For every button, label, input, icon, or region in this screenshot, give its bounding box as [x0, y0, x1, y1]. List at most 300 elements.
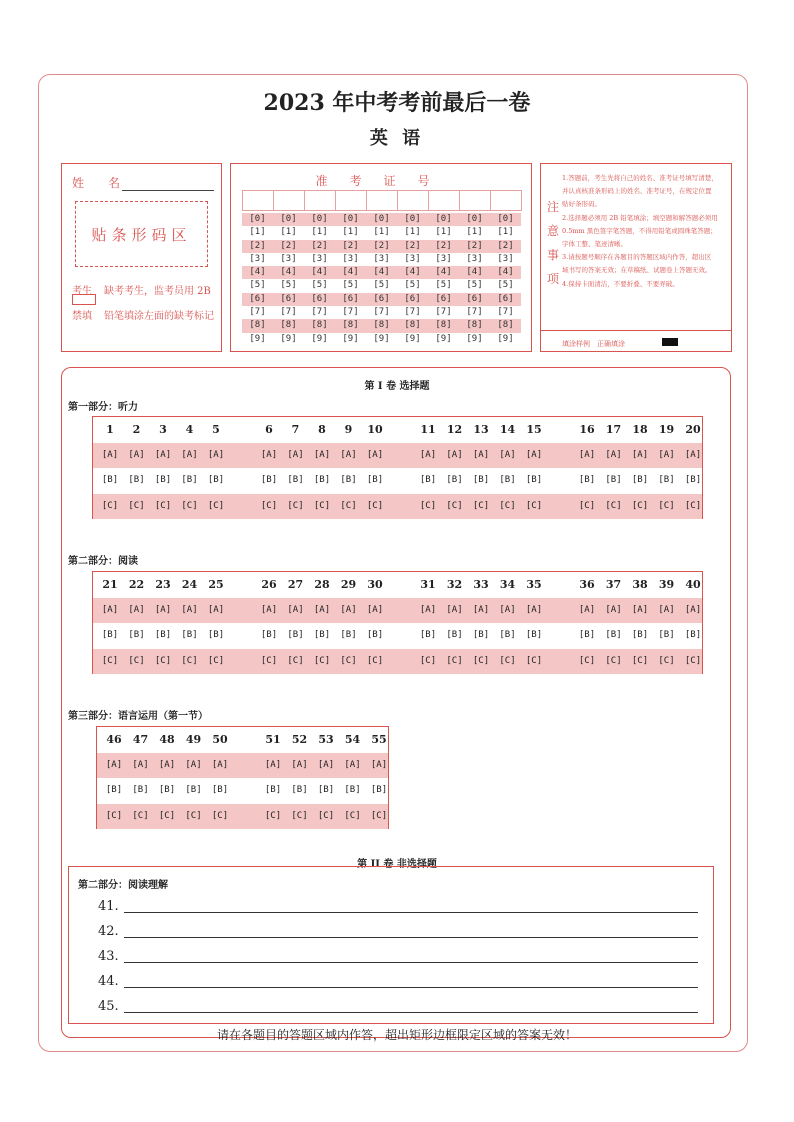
option-bubble[interactable]: [C] — [101, 500, 119, 511]
option-row — [93, 443, 702, 469]
exam-digit-bubble[interactable]: [5] — [342, 280, 359, 291]
answer-line-number: 44. — [98, 974, 119, 989]
option-bubble[interactable]: [A] — [291, 759, 308, 770]
option-bubble[interactable]: [A] — [128, 604, 145, 615]
question-number: 40 — [685, 578, 701, 591]
option-bubble[interactable]: [B] — [631, 630, 649, 640]
option-bubble[interactable]: [A] — [525, 604, 543, 615]
option-bubble[interactable]: [A] — [446, 604, 463, 615]
option-bubble[interactable]: [C] — [525, 655, 543, 666]
option-bubble[interactable]: [B] — [101, 630, 119, 640]
option-bubble[interactable]: [B] — [291, 785, 308, 795]
exam-digit-bubble[interactable]: [1] — [311, 227, 328, 238]
question-number: 13 — [473, 423, 489, 436]
option-bubble[interactable]: [B] — [684, 630, 702, 640]
option-bubble[interactable]: [A] — [287, 449, 304, 460]
option-bubble[interactable]: [A] — [105, 759, 123, 770]
option-bubble[interactable]: [B] — [472, 475, 490, 485]
exam-digit-bubble[interactable]: [2] — [435, 240, 452, 251]
exam-digit-bubble[interactable]: [6] — [311, 293, 328, 304]
option-bubble[interactable]: [C] — [264, 810, 282, 821]
exam-digit-bubble[interactable]: [0] — [466, 214, 483, 224]
option-bubble[interactable]: [A] — [605, 604, 622, 615]
exam-digit-bubble[interactable]: [5] — [404, 280, 421, 291]
option-bubble[interactable]: [A] — [472, 604, 490, 615]
option-bubble[interactable]: [A] — [366, 604, 384, 615]
option-bubble[interactable]: [B] — [499, 630, 516, 640]
option-bubble[interactable]: [B] — [317, 785, 335, 795]
exam-digit-cell[interactable] — [491, 191, 522, 211]
notes-line: 字体工整、笔迹清晰。 — [562, 240, 627, 249]
option-bubble[interactable]: [B] — [340, 475, 357, 485]
option-bubble[interactable]: [C] — [578, 500, 596, 511]
exam-digit-cell[interactable] — [429, 191, 460, 211]
exam-digit-bubble[interactable]: [7] — [435, 307, 452, 318]
option-bubble[interactable]: [B] — [101, 475, 119, 485]
exam-digit-bubble[interactable]: [1] — [280, 227, 297, 238]
option-bubble[interactable]: [A] — [366, 449, 384, 460]
exam-digit-bubble[interactable]: [2] — [342, 240, 359, 251]
exam-digit-cell[interactable] — [305, 191, 336, 211]
exam-digit-bubble[interactable]: [7] — [249, 307, 266, 318]
option-bubble[interactable]: [A] — [631, 449, 649, 460]
option-bubble[interactable]: [C] — [684, 655, 702, 666]
exam-digit-bubble[interactable]: [9] — [404, 333, 421, 344]
option-bubble[interactable]: [B] — [631, 475, 649, 485]
exam-digit-cell[interactable] — [460, 191, 491, 211]
exam-digit-bubble[interactable]: [4] — [497, 267, 514, 278]
option-bubble[interactable]: [C] — [132, 810, 149, 821]
option-bubble[interactable]: [A] — [154, 449, 172, 460]
option-bubble[interactable]: [A] — [419, 604, 437, 615]
option-bubble[interactable]: [B] — [207, 630, 225, 640]
answer-line-43[interactable] — [98, 949, 119, 964]
exam-digit-bubble[interactable]: [4] — [466, 267, 483, 278]
exam-digit-bubble[interactable]: [2] — [373, 240, 390, 251]
option-bubble[interactable]: [B] — [211, 785, 229, 795]
option-bubble[interactable]: [B] — [578, 630, 596, 640]
option-bubble[interactable]: [A] — [181, 604, 198, 615]
option-bubble[interactable]: [B] — [472, 630, 490, 640]
option-bubble[interactable]: [C] — [181, 500, 198, 511]
exam-digit-bubble[interactable]: [5] — [311, 280, 328, 291]
option-bubble[interactable]: [A] — [578, 604, 596, 615]
option-bubble[interactable]: [B] — [260, 475, 278, 485]
option-row — [93, 468, 702, 494]
option-bubble[interactable]: [B] — [525, 630, 543, 640]
question-number: 53 — [318, 733, 334, 746]
exam-digit-cell[interactable] — [243, 191, 274, 211]
exam-digit-bubble[interactable]: [9] — [435, 333, 452, 344]
option-bubble[interactable]: [B] — [181, 475, 198, 485]
answer-line-41[interactable] — [98, 899, 119, 914]
notes-line: 并认真核准条形码上的姓名、准考证号，在规定位置 — [562, 187, 712, 196]
option-bubble[interactable]: [A] — [207, 604, 225, 615]
option-bubble[interactable]: [B] — [446, 475, 463, 485]
exam-digit-bubble[interactable]: [2] — [466, 240, 483, 251]
option-bubble[interactable]: [A] — [499, 449, 516, 460]
notes-line: 1.答题前，考生先将自己的姓名、准考证号填写清楚， — [562, 174, 718, 182]
option-bubble[interactable]: [C] — [317, 810, 335, 821]
option-bubble[interactable]: [A] — [154, 604, 172, 615]
option-bubble[interactable]: [A] — [287, 604, 304, 615]
option-bubble[interactable]: [B] — [605, 475, 622, 485]
exam-digit-bubble[interactable]: [5] — [435, 280, 452, 291]
option-bubble[interactable]: [C] — [313, 500, 331, 511]
option-bubble[interactable]: [B] — [154, 475, 172, 485]
option-bubble[interactable]: [B] — [658, 475, 675, 485]
option-bubble[interactable]: [C] — [446, 500, 463, 511]
exam-digit-bubble[interactable]: [4] — [404, 267, 421, 278]
exam-digit-bubble[interactable]: [5] — [280, 280, 297, 291]
exam-digit-bubble[interactable]: [4] — [280, 267, 297, 278]
question-number: 32 — [446, 578, 463, 591]
question-number: 35 — [526, 578, 542, 591]
exam-digit-bubble[interactable]: [8] — [373, 320, 390, 331]
option-bubble[interactable]: [B] — [340, 630, 357, 640]
option-bubble[interactable]: [A] — [101, 449, 119, 460]
exam-digit-bubble[interactable]: [3] — [466, 253, 483, 264]
option-bubble[interactable]: [A] — [313, 604, 331, 615]
answer-rule — [124, 912, 698, 913]
option-bubble[interactable]: [A] — [658, 449, 675, 460]
question-number: 15 — [526, 423, 542, 436]
option-bubble[interactable]: [B] — [499, 475, 516, 485]
option-bubble[interactable]: [C] — [181, 655, 198, 666]
answer-line-44[interactable] — [98, 974, 119, 989]
option-bubble[interactable]: [A] — [499, 604, 516, 615]
question-number: 9 — [344, 423, 353, 436]
exam-digit-bubble[interactable]: [2] — [497, 240, 514, 251]
exam-digit-bubble[interactable]: [0] — [373, 214, 390, 224]
exam-digit-bubble[interactable]: [9] — [342, 333, 359, 344]
exam-digit-bubble[interactable]: [3] — [249, 253, 266, 264]
option-bubble[interactable]: [C] — [366, 500, 384, 511]
exam-digit-bubble[interactable]: [5] — [249, 280, 266, 291]
exam-digit-bubble[interactable]: [8] — [466, 320, 483, 331]
option-bubble[interactable]: [B] — [684, 475, 702, 485]
option-bubble[interactable]: [B] — [260, 630, 278, 640]
answer-rule — [124, 962, 698, 963]
exam-digit-bubble[interactable]: [1] — [404, 227, 421, 238]
notes-line: 0.5mm 黑色签字笔答题，不得用铅笔或圆珠笔答题； — [562, 226, 717, 235]
exam-digit-bubbles[interactable] — [242, 213, 521, 346]
option-bubble[interactable]: [C] — [370, 810, 388, 821]
option-bubble[interactable]: [C] — [525, 500, 543, 511]
option-bubble[interactable]: [B] — [605, 630, 622, 640]
option-bubble[interactable]: [C] — [313, 655, 331, 666]
option-bubble[interactable]: [C] — [684, 500, 702, 511]
option-bubble[interactable]: [C] — [419, 500, 437, 511]
exam-digit-bubble[interactable]: [4] — [373, 267, 390, 278]
exam-digit-cell[interactable] — [367, 191, 398, 211]
exam-digit-cell[interactable] — [398, 191, 429, 211]
option-bubble[interactable]: [B] — [419, 475, 437, 485]
exam-digit-bubble[interactable]: [7] — [373, 307, 390, 318]
option-bubble[interactable]: [B] — [128, 630, 145, 640]
exam-digit-bubble[interactable]: [6] — [342, 293, 359, 304]
exam-digit-bubble[interactable]: [6] — [404, 293, 421, 304]
option-bubble[interactable]: [A] — [181, 449, 198, 460]
exam-digit-bubble[interactable]: [8] — [497, 320, 514, 331]
option-bubble[interactable]: [C] — [499, 655, 516, 666]
exam-digit-bubble[interactable]: [8] — [311, 320, 328, 331]
exam-digit-bubble[interactable]: [5] — [466, 280, 483, 291]
exam-digit-bubble[interactable]: [6] — [435, 293, 452, 304]
exam-digit-bubble[interactable]: [3] — [373, 253, 390, 264]
section1-title: 第 I 卷 选择题 — [364, 381, 430, 392]
answer-line-number: 41. — [98, 899, 119, 914]
notes-line: 贴好条形码。 — [562, 200, 601, 209]
option-bubble[interactable]: [C] — [631, 655, 649, 666]
option-bubble[interactable]: [A] — [158, 759, 176, 770]
option-bubble[interactable]: [C] — [340, 655, 357, 666]
exam-digit-bubble[interactable]: [9] — [311, 333, 328, 344]
exam-digit-bubble[interactable]: [0] — [497, 214, 514, 224]
exam-digit-cell[interactable] — [336, 191, 367, 211]
exam-digit-bubble[interactable]: [2] — [280, 240, 297, 251]
option-bubble[interactable]: [C] — [287, 655, 304, 666]
exam-digit-bubble[interactable]: [8] — [435, 320, 452, 331]
option-bubble[interactable]: [A] — [211, 759, 229, 770]
option-bubble[interactable]: [B] — [287, 475, 304, 485]
option-bubble[interactable]: [B] — [132, 785, 149, 795]
option-bubble[interactable]: [B] — [105, 785, 123, 795]
exam-digit-bubble[interactable]: [3] — [311, 253, 328, 264]
answer-line-42[interactable] — [98, 924, 119, 939]
exam-digit-cell[interactable] — [274, 191, 305, 211]
exam-digit-bubble[interactable]: [3] — [280, 253, 297, 264]
option-bubble[interactable]: [A] — [658, 604, 675, 615]
answer-line-number: 42. — [98, 924, 119, 939]
exam-digit-bubble[interactable]: [3] — [435, 253, 452, 264]
exam-digit-bubble[interactable]: [4] — [435, 267, 452, 278]
option-bubble[interactable]: [A] — [132, 759, 149, 770]
option-row — [97, 804, 388, 830]
option-bubble[interactable]: [C] — [207, 655, 225, 666]
option-bubble[interactable]: [B] — [366, 475, 384, 485]
option-bubble[interactable]: [C] — [340, 500, 357, 511]
option-bubble[interactable]: [C] — [631, 500, 649, 511]
option-bubble[interactable]: [C] — [154, 500, 172, 511]
question-number: 16 — [579, 423, 595, 436]
option-bubble[interactable]: [C] — [344, 810, 361, 821]
option-bubble[interactable]: [A] — [260, 604, 278, 615]
option-bubble[interactable]: [A] — [313, 449, 331, 460]
exam-number-grid[interactable] — [242, 190, 522, 211]
exam-digit-bubble[interactable]: [7] — [466, 307, 483, 318]
question-number: 5 — [212, 423, 220, 436]
option-bubble[interactable]: [B] — [154, 630, 172, 640]
exam-digit-bubble[interactable]: [2] — [249, 240, 266, 251]
option-bubble[interactable]: [B] — [287, 630, 304, 640]
question-number: 7 — [291, 423, 300, 436]
exam-digit-bubble[interactable]: [6] — [280, 293, 297, 304]
option-bubble[interactable]: [C] — [128, 655, 145, 666]
question-number-row — [93, 417, 702, 443]
option-bubble[interactable]: [A] — [684, 449, 702, 460]
exam-digit-bubble[interactable]: [4] — [311, 267, 328, 278]
question-number: 10 — [367, 423, 383, 436]
exam-digit-bubble[interactable]: [9] — [280, 333, 297, 344]
option-bubble[interactable]: [C] — [260, 655, 278, 666]
option-bubble[interactable]: [A] — [185, 759, 202, 770]
exam-digit-bubble[interactable]: [1] — [373, 227, 390, 238]
exam-digit-bubble[interactable]: [9] — [466, 333, 483, 344]
exam-digit-bubble[interactable]: [1] — [497, 227, 514, 238]
option-bubble[interactable]: [B] — [158, 785, 176, 795]
exam-digit-bubble[interactable]: [6] — [497, 293, 514, 304]
exam-digit-bubble[interactable]: [7] — [280, 307, 297, 318]
option-bubble[interactable]: [C] — [260, 500, 278, 511]
option-bubble[interactable]: [C] — [105, 810, 123, 821]
option-bubble[interactable]: [B] — [370, 785, 388, 795]
exam-digit-bubble[interactable]: [6] — [466, 293, 483, 304]
exam-digit-bubble[interactable]: [2] — [404, 240, 421, 251]
option-bubble[interactable]: [B] — [344, 785, 361, 795]
exam-digit-bubble[interactable]: [3] — [404, 253, 421, 264]
option-bubble[interactable]: [A] — [207, 449, 225, 460]
exam-digit-bubble[interactable]: [0] — [249, 214, 266, 224]
exam-digit-bubble[interactable]: [3] — [342, 253, 359, 264]
exam-digit-bubble[interactable]: [0] — [404, 214, 421, 224]
exam-digit-bubble[interactable]: [1] — [466, 227, 483, 238]
option-bubble[interactable]: [A] — [370, 759, 388, 770]
option-bubble[interactable]: [C] — [472, 655, 490, 666]
option-bubble[interactable]: [C] — [207, 500, 225, 511]
option-bubble[interactable]: [C] — [366, 655, 384, 666]
option-bubble[interactable]: [B] — [313, 475, 331, 485]
option-bubble[interactable]: [B] — [264, 785, 282, 795]
exam-digit-bubble[interactable]: [8] — [249, 320, 266, 331]
notes-side-label-1: 注 — [547, 200, 560, 214]
name-field[interactable] — [72, 174, 214, 191]
exam-digit-bubble[interactable]: [0] — [435, 214, 452, 224]
question-number: 54 — [344, 733, 361, 746]
exam-digit-bubble[interactable]: [1] — [249, 227, 266, 238]
option-bubble[interactable]: [B] — [578, 475, 596, 485]
option-bubble[interactable]: [C] — [578, 655, 596, 666]
exam-digit-bubble[interactable]: [7] — [311, 307, 328, 318]
option-bubble[interactable]: [A] — [446, 449, 463, 460]
option-bubble[interactable]: [A] — [578, 449, 596, 460]
exam-digit-bubble[interactable]: [6] — [249, 293, 266, 304]
option-bubble[interactable]: [A] — [317, 759, 335, 770]
exam-digit-bubble[interactable]: [2] — [311, 240, 328, 251]
option-bubble[interactable]: [B] — [128, 475, 145, 485]
option-bubble[interactable]: [C] — [419, 655, 437, 666]
option-row — [97, 753, 388, 779]
exam-digit-bubble[interactable]: [4] — [342, 267, 359, 278]
exam-digit-bubble[interactable]: [0] — [342, 214, 359, 224]
option-bubble[interactable]: [C] — [658, 655, 675, 666]
option-bubble[interactable]: [A] — [340, 449, 357, 460]
question-number: 47 — [132, 733, 149, 746]
option-bubble[interactable]: [A] — [101, 604, 119, 615]
option-bubble[interactable]: [B] — [313, 630, 331, 640]
option-bubble[interactable]: [B] — [658, 630, 675, 640]
option-bubble[interactable]: [C] — [287, 500, 304, 511]
exam-digit-bubble[interactable]: [9] — [497, 333, 514, 344]
exam-digit-bubble[interactable]: [6] — [373, 293, 390, 304]
option-bubble[interactable]: [A] — [525, 449, 543, 460]
option-bubble[interactable]: [A] — [631, 604, 649, 615]
exam-digit-bubble[interactable]: [8] — [342, 320, 359, 331]
exam-digit-bubble[interactable]: [5] — [373, 280, 390, 291]
option-bubble[interactable]: [B] — [185, 785, 202, 795]
option-bubble[interactable]: [C] — [154, 655, 172, 666]
part1-answer-grid[interactable] — [92, 416, 703, 519]
option-bubble[interactable]: [B] — [446, 630, 463, 640]
absent-checkbox[interactable] — [72, 294, 96, 305]
exam-digit-bubble[interactable]: [8] — [404, 320, 421, 331]
option-bubble[interactable]: [C] — [605, 655, 622, 666]
exam-digit-bubble[interactable]: [4] — [249, 267, 266, 278]
option-bubble[interactable]: [A] — [684, 604, 702, 615]
exam-digit-bubble[interactable]: [3] — [497, 253, 514, 264]
part2-answer-grid[interactable] — [92, 571, 703, 674]
option-bubble[interactable]: [A] — [260, 449, 278, 460]
exam-digit-bubble[interactable]: [1] — [342, 227, 359, 238]
option-bubble[interactable]: [C] — [499, 500, 516, 511]
option-bubble[interactable]: [B] — [525, 475, 543, 485]
question-number: 24 — [181, 578, 198, 591]
exam-digit-bubble[interactable]: [0] — [311, 214, 328, 224]
exam-digit-bubble[interactable]: [8] — [280, 320, 297, 331]
exam-digit-bubble[interactable]: [9] — [249, 333, 266, 344]
option-bubble[interactable]: [C] — [158, 810, 176, 821]
option-bubble[interactable]: [C] — [211, 810, 229, 821]
option-bubble[interactable]: [C] — [446, 655, 463, 666]
option-bubble[interactable]: [B] — [181, 630, 198, 640]
question-number: 33 — [473, 578, 489, 591]
exam-digit-bubble[interactable]: [1] — [435, 227, 452, 238]
option-bubble[interactable]: [A] — [419, 449, 437, 460]
notes-side-label-4: 项 — [547, 272, 560, 286]
option-bubble[interactable]: [B] — [207, 475, 225, 485]
option-bubble[interactable]: [B] — [366, 630, 384, 640]
option-bubble[interactable]: [C] — [128, 500, 145, 511]
name-line — [122, 179, 214, 191]
question-number: 55 — [371, 733, 387, 746]
question-number: 6 — [265, 423, 273, 436]
question-number-row — [93, 572, 702, 598]
exam-digit-bubble[interactable]: [9] — [373, 333, 390, 344]
option-bubble[interactable]: [A] — [344, 759, 361, 770]
option-bubble[interactable]: [C] — [185, 810, 202, 821]
exam-digit-bubble[interactable]: [5] — [497, 280, 514, 291]
option-bubble[interactable]: [A] — [472, 449, 490, 460]
option-row — [97, 778, 388, 804]
option-bubble[interactable]: [C] — [291, 810, 308, 821]
option-bubble[interactable]: [A] — [264, 759, 282, 770]
exam-digit-bubble[interactable]: [7] — [342, 307, 359, 318]
option-bubble[interactable]: [C] — [472, 500, 490, 511]
answer-rule — [124, 987, 698, 988]
exam-digit-bubble[interactable]: [7] — [404, 307, 421, 318]
exam-digit-bubble[interactable]: [0] — [280, 214, 297, 224]
option-bubble[interactable]: [B] — [419, 630, 437, 640]
exam-digit-bubble[interactable]: [7] — [497, 307, 514, 318]
option-bubble[interactable]: [A] — [128, 449, 145, 460]
option-bubble[interactable]: [C] — [658, 500, 675, 511]
option-bubble[interactable]: [A] — [605, 449, 622, 460]
part3-answer-grid[interactable] — [96, 726, 389, 829]
option-bubble[interactable]: [C] — [605, 500, 622, 511]
answer-line-45[interactable] — [98, 999, 119, 1014]
option-bubble[interactable]: [C] — [101, 655, 119, 666]
option-bubble[interactable]: [A] — [340, 604, 357, 615]
